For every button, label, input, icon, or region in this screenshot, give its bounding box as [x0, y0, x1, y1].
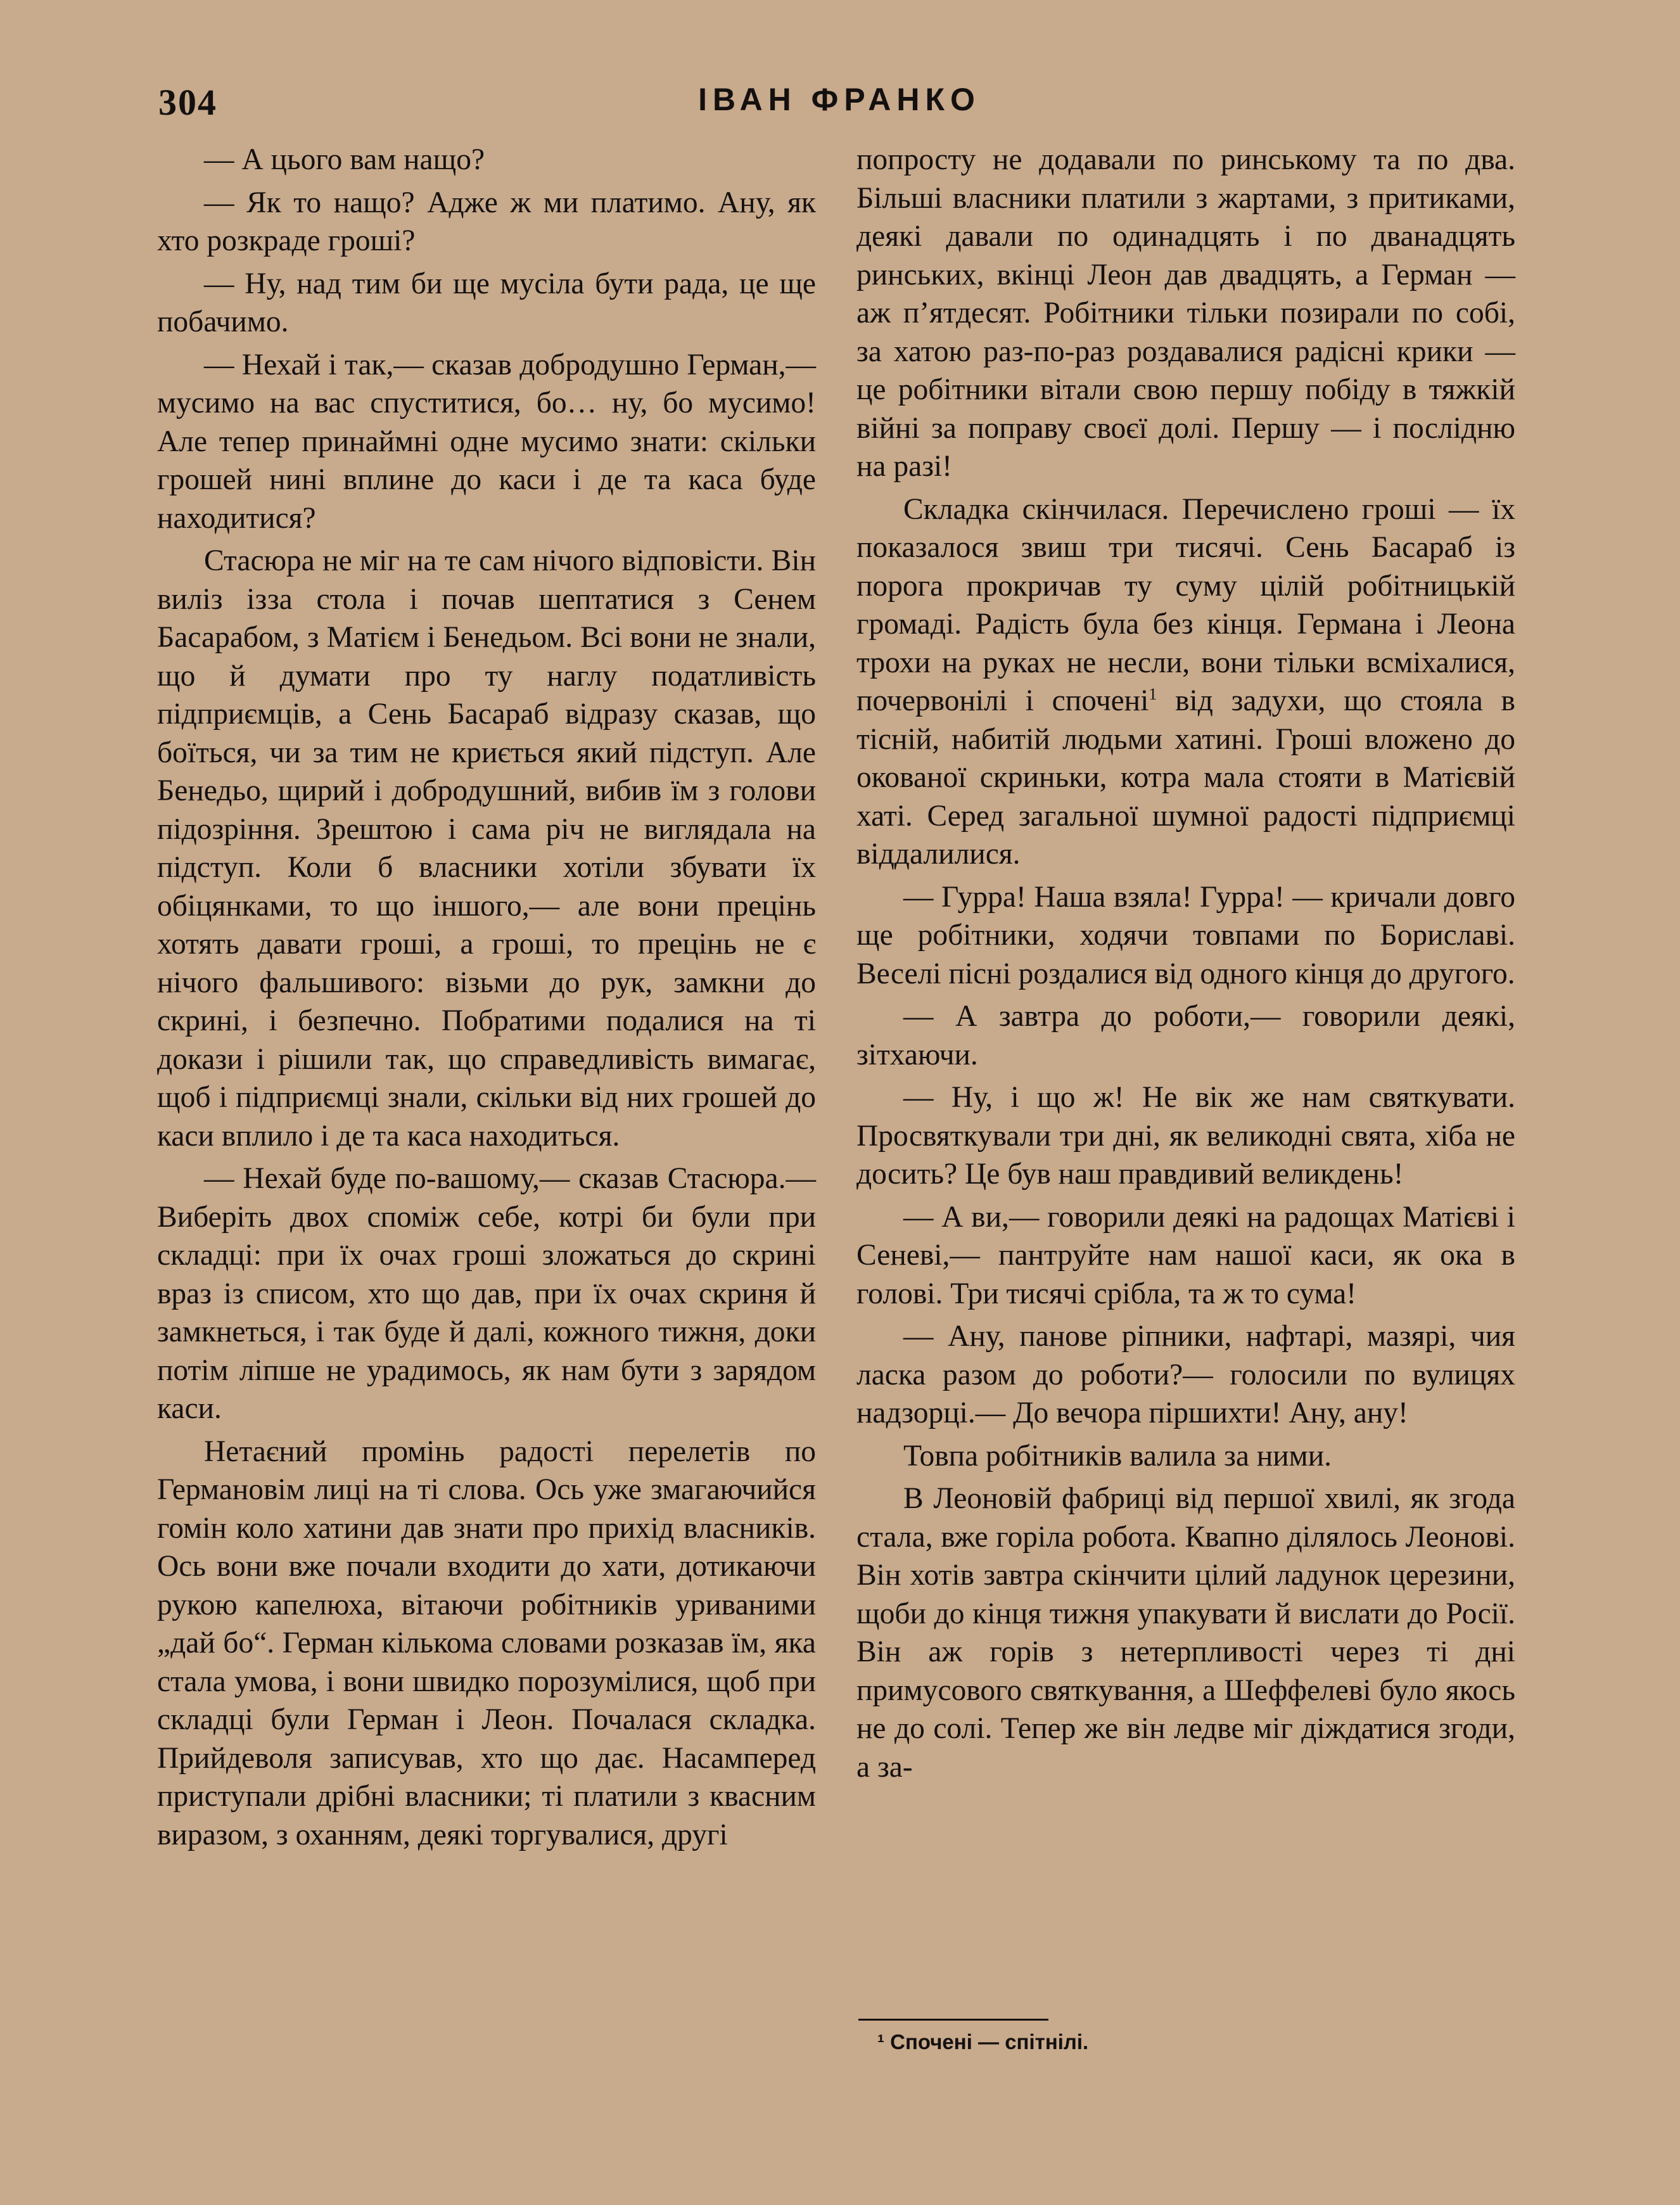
paragraph: Нетаєний промінь радості перелетів по Германовім лиці на ті слова. Ось уже змагаючийся гомін коло хатини дав знати про прихід власників. Ось вони вже почали входити до хати, дотикаючи рукою капелюха, вітаючи робітників уриваними „дай бо“. Герман кількома словами розказав їм, яка стала умова, і вони швидко порозумілися, щоб при складці були Герман і Леон. Почалася складка. Прийдеволя записував, хто що дає. Насамперед приступали дрібні власники; ті платили з квасним виразом, з оханням, деякі торгувалися, другі — [157, 1435, 816, 1851]
paragraph: — Ну, і що ж! Не вік же нам святкувати. Просвяткували три дні, як великодні свята, хіба не досить? Це був наш правдивий великдень! — [856, 1081, 1515, 1191]
paragraph: Стасюра не міг на те сам нічого відповісти. Він виліз ізза стола і почав шептатися з Сенем Басарабом, з Матієм і Бенедьом. Всі вони не знали, що й думати про ту наглу податливість підприємців, а Сень Басараб відразу сказав, що боїться, чи за тим не криється який підступ. Але Бенедьо, щирий і добродушний, вибив їм з голови підозріння. Зрештою і сама річ не виглядала на підступ. Коли б власники хотіли збувати їх обіцянками, то що іншого,— але вони прецінь хотять давати гроші, а гроші, то прецінь не є нічого фальшивого: візьми до рук, замкни до скрині, і безпечно. Побратими подалися на ті докази і рішили так, що справедливість вимагає, щоб і підприємці знали, скільки від них грошей до каси вплило і де та каса находиться. — [157, 544, 816, 1153]
paragraph: — Нехай і так,— сказав добродушно Герман,— мусимо на вас спуститися, бо… ну, бо мусимо! Але тепер принаймні одне мусимо знати: скільки грошей нині вплине до каси і де та каса буде находитися? — [157, 348, 816, 535]
paragraph: — А ви,— говорили деякі на радощах Матієві і Сеневі,— пантруйте нам нашої каси, як ока в голові. Три тисячі срібла, та ж то сума! — [856, 1200, 1515, 1310]
paragraph-text: від задухи, що стояла в тісній, набитій людьми хатині. Гроші вложено до окованої скриньки, котра мала стояти в Матієвій хаті. Серед загальної шумної радості підприємці віддалилися. — [856, 684, 1515, 871]
paragraph-continuation: попросту не додавали по ринському та по два. Більші власники платили з жартами, з притиками, деякі давали по одинадцять і по дванадцять ринських, вкінці Леон дав двадцять, а Герман — аж п’ятдесят. Робітники тільки позирали по собі, за хатою раз-по-раз роздавалися радісні крики — це робітники вітали свою першу побіду в тяжкій війні за поправу своєї долі. Першу — і послідню на разі! — [856, 143, 1515, 483]
paragraph: — Як то нащо? Адже ж ми платимо. Ану, як хто розкраде гроші? — [157, 186, 816, 257]
paragraph: В Леоновій фабриці від першої хвилі, як згода стала, вже горіла робота. Квапно ділялось Леонові. Він хотів завтра скінчити цілий ладунок церезини, щоби до кінця тижня упакувати й вислати до Росії. Він аж горів з нетерпливості через ті дні примусового святкування, а Шеффелеві було якось не до солі. Тепер же він ледве міг діждатися згоди, а за- — [856, 1482, 1515, 1784]
paragraph: — А цього вам нащо? — [204, 143, 485, 176]
paragraph: — А завтра до роботи,— говорили деякі, зітхаючи. — [856, 1000, 1515, 1071]
paragraph: — Гурра! Наша взяла! Гурра! — кричали довго ще робітники, ходячи товпами по Бориславі. Веселі пісні роздалися від одного кінця до другого. — [856, 880, 1515, 990]
right-column — [856, 141, 1515, 1791]
footnote-divider — [858, 2019, 1048, 2021]
paragraph: — Ну, над тим би ще мусіла бути рада, це ще побачимо. — [157, 267, 816, 338]
footnote: ¹ Спочені — спітнілі. — [877, 2030, 1089, 2054]
page-number: 304 — [158, 82, 217, 123]
paragraph: — Ану, панове ріпники, нафтарі, мазярі, чия ласка разом до роботи?— голосили по вулицях надзорці.— До вечора піршихти! Ану, ану! — [856, 1320, 1515, 1429]
paragraph-with-footnote — [856, 490, 1515, 874]
footnote-marker: 1 — [1149, 685, 1157, 704]
left-column — [157, 141, 816, 1858]
paragraph: — Нехай буде по-вашому,— сказав Стасюра.— Виберіть двох споміж себе, котрі би були при складці: при їх очах гроші зложаться до скрині враз із списом, хто що дав, при їх очах скриня й замкнеться, і так буде й далі, кожного тижня, доки потім ліпше не урадимось, як нам бути з зарядом каси. — [157, 1162, 816, 1425]
page-header — [158, 75, 1520, 132]
running-title: ІВАН ФРАНКО — [698, 82, 981, 117]
paragraph: Товпа робітників валила за ними. — [903, 1439, 1332, 1473]
paragraph-text: Складка скінчилася. Перечислено гроші — їх показалося звиш три тисячі. Сень Басараб із порога прокричав ту суму цілій робітницькій громаді. Радість була без кінця. Германа і Леона трохи на руках не несли, вони тільки всміхалися, почервонілі і спочені — [856, 492, 1515, 717]
